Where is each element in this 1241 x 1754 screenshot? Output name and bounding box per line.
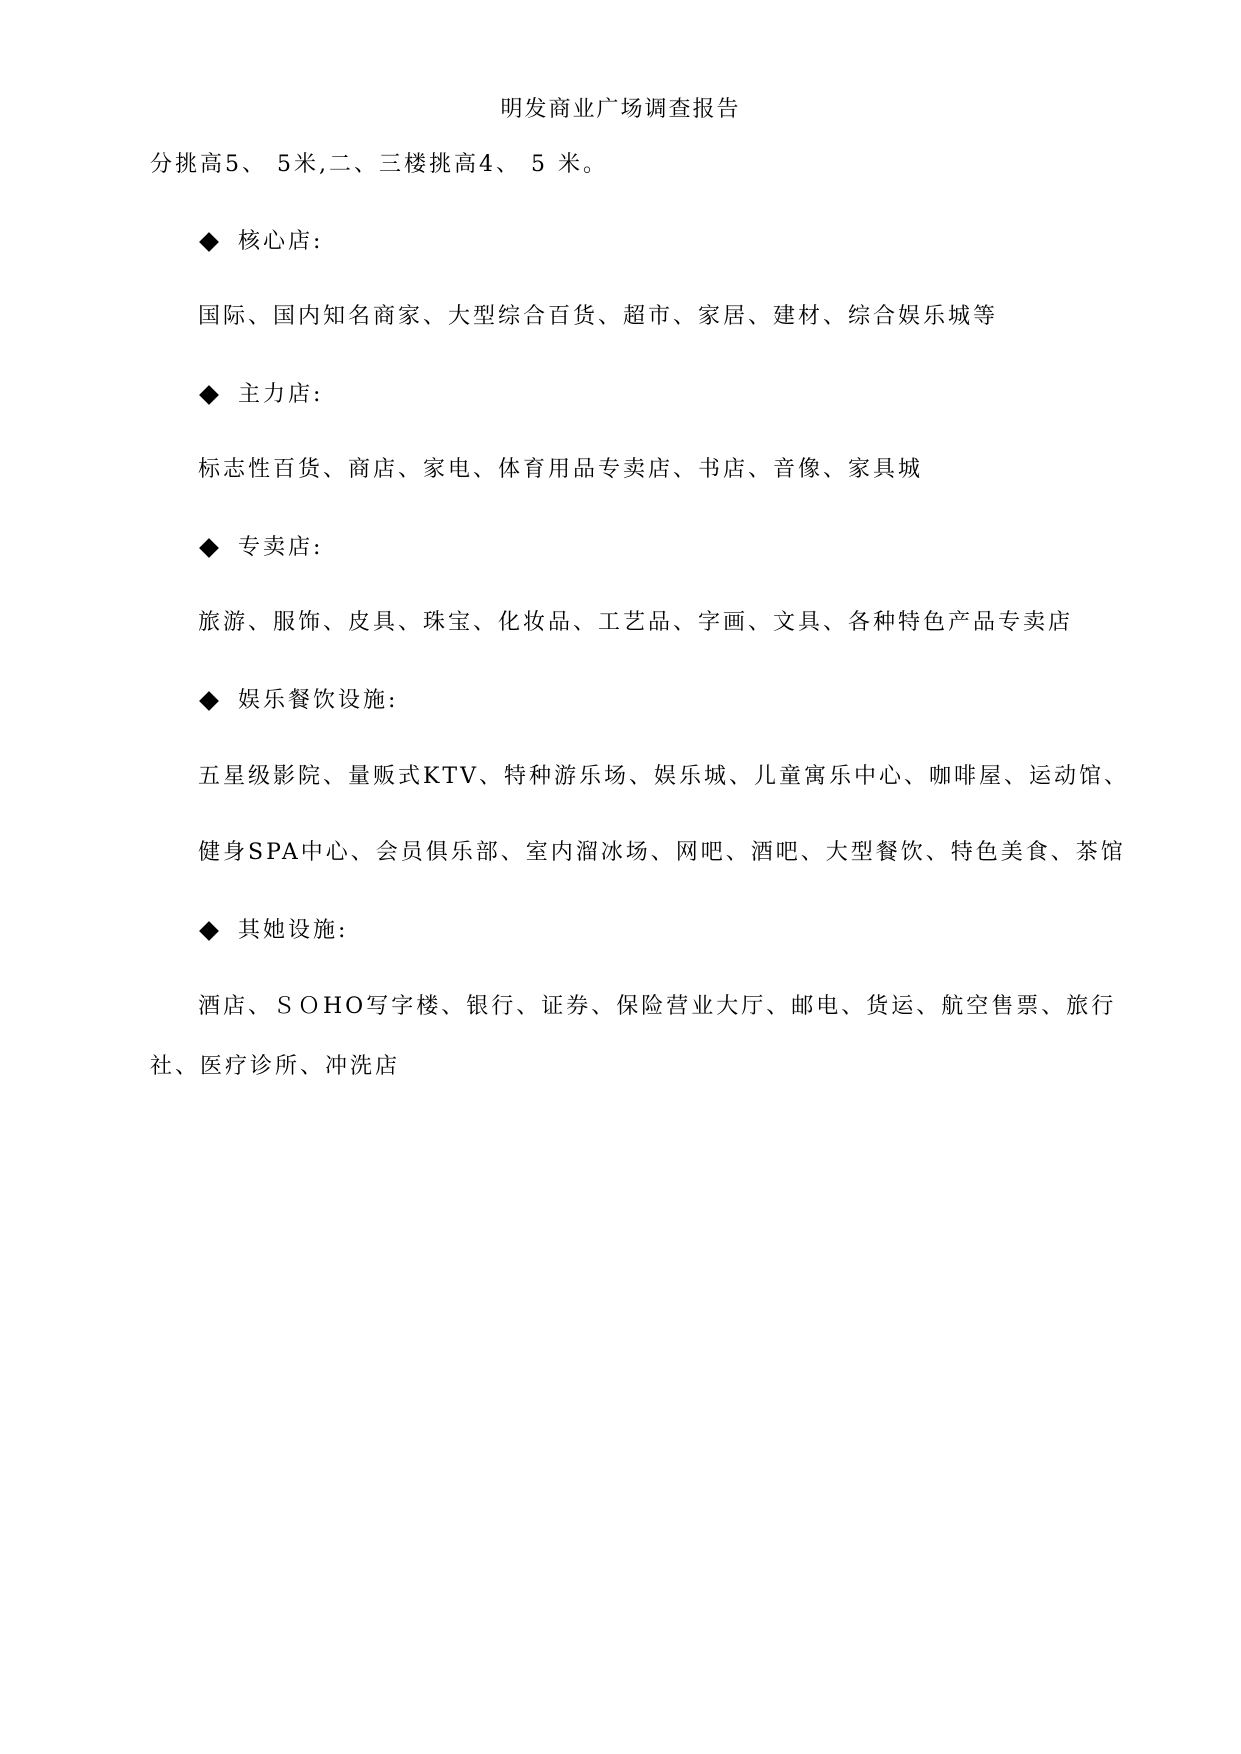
diamond-bullet-icon — [199, 921, 219, 941]
section-heading-entertainment-dining — [198, 686, 398, 716]
section-heading-text: 娱乐餐饮设施: — [238, 688, 399, 713]
diamond-bullet-icon — [199, 385, 219, 405]
section-line-specialty-stores: 旅游、服饰、皮具、珠宝、化妆品、工艺品、字画、文具、各种特色产品专卖店 — [198, 610, 1074, 635]
section-heading-specialty-stores — [198, 533, 323, 563]
diamond-bullet-icon — [199, 538, 219, 558]
section-heading-text: 其她设施: — [238, 918, 349, 943]
section-heading-core-stores — [198, 227, 323, 257]
diamond-bullet-icon — [199, 232, 219, 252]
section-heading-text: 主力店: — [238, 382, 324, 407]
section-heading-anchor-stores — [198, 380, 323, 410]
page-header-title: 明发商业广场调查报告 — [500, 97, 741, 122]
section-heading-other-facilities — [198, 916, 348, 946]
section-heading-text: 专卖店: — [238, 535, 324, 560]
section-line-other-facilities-2: 社、医疗诊所、冲洗店 — [150, 1054, 401, 1079]
section-line-other-facilities-1: 酒店、ＳＯHO写字楼、银行、证券、保险营业大厅、邮电、货运、航空售票、旅行 — [198, 994, 1117, 1019]
section-line-core-stores: 国际、国内知名商家、大型综合百货、超市、家居、建材、综合娱乐城等 — [198, 304, 999, 329]
section-line-entertainment-dining-1: 五星级影院、量贩式KTV、特种游乐场、娱乐城、儿童寓乐中心、咖啡屋、运动馆、 — [198, 764, 1129, 789]
section-line-entertainment-dining-2: 健身SPA中心、会员俱乐部、室内溜冰场、网吧、酒吧、大型餐饮、特色美食、茶馆 — [198, 840, 1126, 865]
diamond-bullet-icon — [199, 691, 219, 711]
intro-line: 分挑高5、 5米,二、三楼挑高4、 5 米。 — [150, 152, 608, 177]
section-line-anchor-stores: 标志性百货、商店、家电、体育用品专卖店、书店、音像、家具城 — [198, 457, 924, 482]
section-heading-text: 核心店: — [238, 229, 324, 254]
